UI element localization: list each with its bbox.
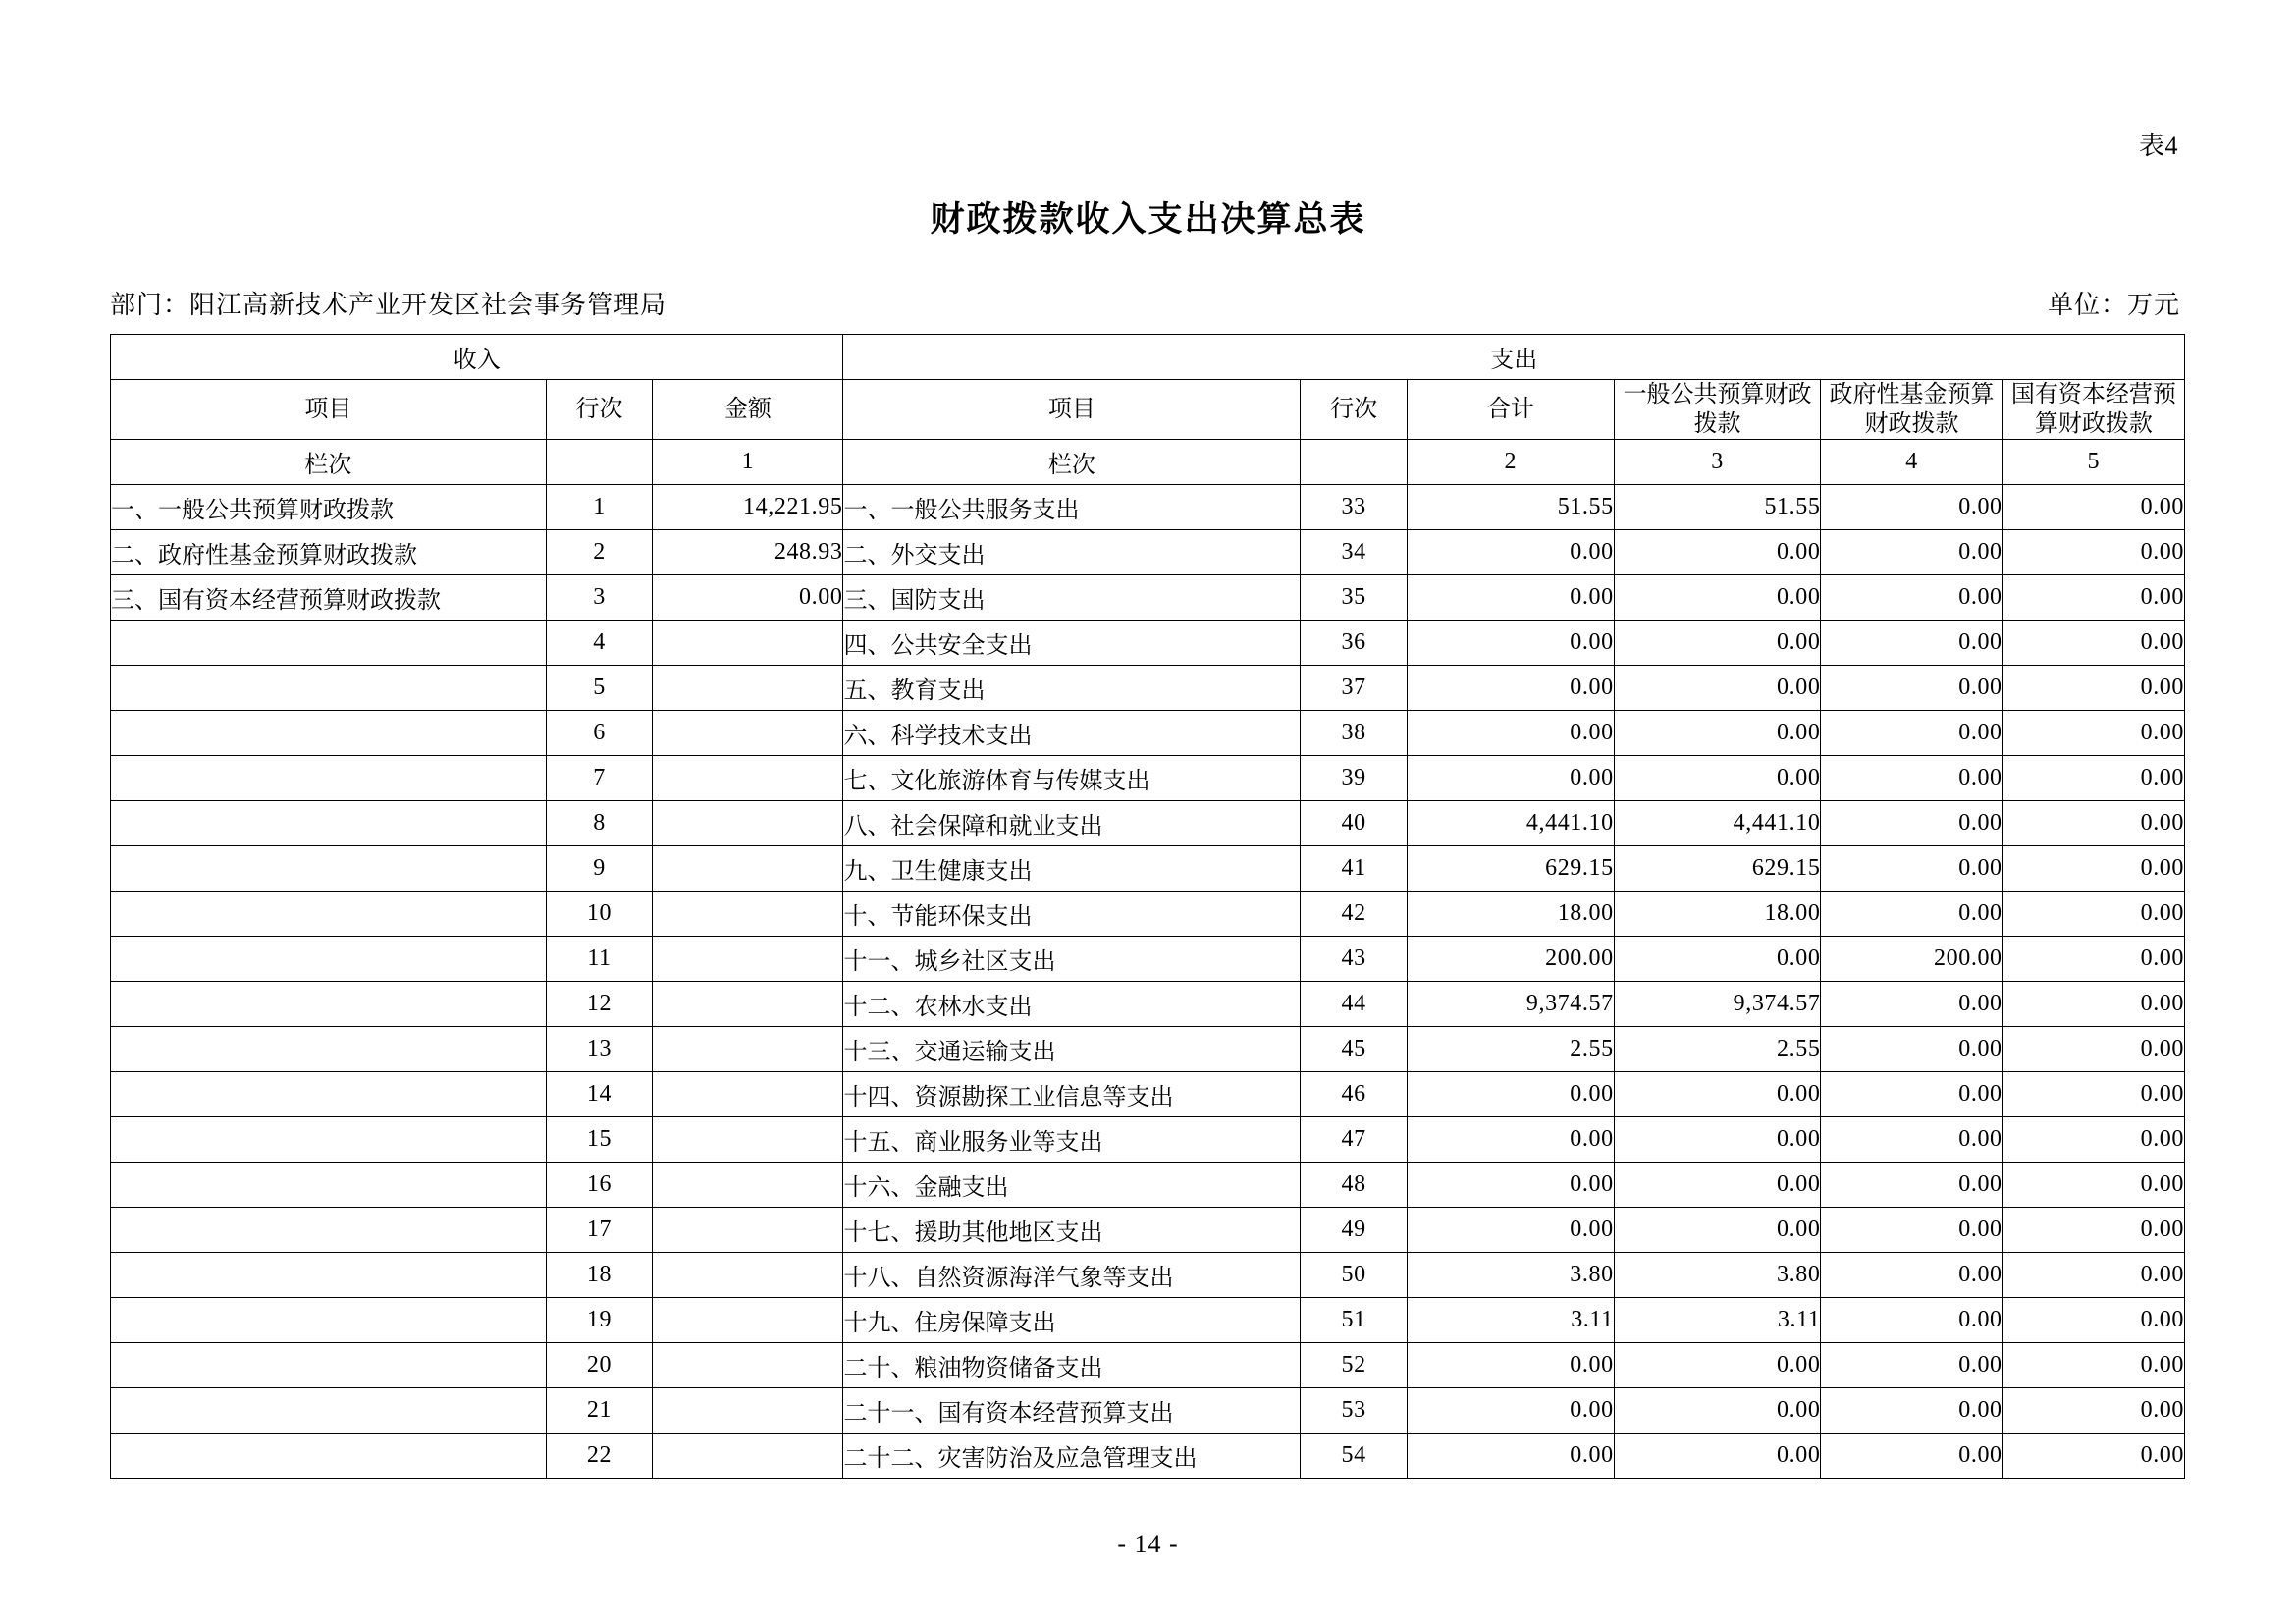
cell-expense-item: 五、教育支出 — [843, 666, 1301, 711]
cell-expense-item: 三、国防支出 — [843, 575, 1301, 621]
sheet-tag: 表4 — [2138, 132, 2178, 160]
cell-expense-row: 41 — [1301, 846, 1408, 892]
table-row — [111, 937, 2185, 982]
unit-label: 单位：万元 — [2047, 291, 2180, 319]
cell-income-item — [111, 937, 547, 982]
table-row — [111, 1208, 2185, 1253]
fiscal-appropriation-table — [110, 334, 2185, 1479]
cell-income-item — [111, 1072, 547, 1117]
cell-income-row: 2 — [546, 530, 653, 575]
column-index-blank-expense-row — [1301, 440, 1408, 485]
cell-income-row: 17 — [546, 1208, 653, 1253]
cell-income-amount — [653, 846, 843, 892]
table-row — [111, 801, 2185, 846]
cell-income-amount: 248.93 — [653, 530, 843, 575]
cell-expense-item: 十八、自然资源海洋气象等支出 — [843, 1253, 1301, 1298]
header-income-amount: 金额 — [653, 380, 843, 440]
cell-income-row: 18 — [546, 1253, 653, 1298]
cell-expense-row: 40 — [1301, 801, 1408, 846]
cell-state-capital: 0.00 — [2002, 530, 2184, 575]
cell-income-item — [111, 711, 547, 756]
cell-expense-total: 0.00 — [1407, 575, 1614, 621]
table-row — [111, 1163, 2185, 1208]
cell-general-public: 0.00 — [1614, 530, 1821, 575]
table-row — [111, 1027, 2185, 1072]
cell-expense-item: 十一、城乡社区支出 — [843, 937, 1301, 982]
cell-gov-fund: 0.00 — [1821, 485, 2002, 530]
cell-expense-total: 0.00 — [1407, 530, 1614, 575]
cell-income-amount — [653, 1208, 843, 1253]
cell-income-amount — [653, 1117, 843, 1163]
table-column-header-row — [111, 380, 2185, 440]
cell-state-capital: 0.00 — [2002, 1117, 2184, 1163]
cell-general-public: 0.00 — [1614, 666, 1821, 711]
header-general-public-budget: 一般公共预算财政拨款 — [1614, 380, 1821, 440]
cell-income-amount: 0.00 — [653, 575, 843, 621]
cell-expense-row: 53 — [1301, 1388, 1408, 1434]
cell-income-amount — [653, 937, 843, 982]
cell-income-item — [111, 892, 547, 937]
cell-income-item — [111, 1163, 547, 1208]
cell-expense-row: 49 — [1301, 1208, 1408, 1253]
cell-expense-total: 51.55 — [1407, 485, 1614, 530]
header-expense-item: 项目 — [843, 380, 1301, 440]
cell-expense-row: 42 — [1301, 892, 1408, 937]
cell-income-row: 21 — [546, 1388, 653, 1434]
table-row — [111, 1253, 2185, 1298]
cell-income-row: 8 — [546, 801, 653, 846]
cell-income-row: 3 — [546, 575, 653, 621]
page-number: - 14 - — [1117, 1530, 1179, 1558]
column-index-expense-total: 2 — [1407, 440, 1614, 485]
cell-gov-fund: 0.00 — [1821, 621, 2002, 666]
cell-expense-row: 43 — [1301, 937, 1408, 982]
cell-state-capital: 0.00 — [2002, 1253, 2184, 1298]
cell-state-capital: 0.00 — [2002, 711, 2184, 756]
cell-expense-total: 0.00 — [1407, 1117, 1614, 1163]
cell-expense-item: 四、公共安全支出 — [843, 621, 1301, 666]
column-index-general-public: 3 — [1614, 440, 1821, 485]
cell-expense-total: 3.11 — [1407, 1298, 1614, 1343]
table-row — [111, 1434, 2185, 1479]
column-index-state-capital: 5 — [2002, 440, 2184, 485]
cell-expense-row: 51 — [1301, 1298, 1408, 1343]
cell-income-amount — [653, 892, 843, 937]
cell-gov-fund: 0.00 — [1821, 892, 2002, 937]
cell-income-row: 13 — [546, 1027, 653, 1072]
header-income-row: 行次 — [546, 380, 653, 440]
cell-expense-total: 0.00 — [1407, 666, 1614, 711]
cell-expense-item: 二、外交支出 — [843, 530, 1301, 575]
cell-income-row: 16 — [546, 1163, 653, 1208]
cell-state-capital: 0.00 — [2002, 1072, 2184, 1117]
header-expense-row: 行次 — [1301, 380, 1408, 440]
cell-general-public: 4,441.10 — [1614, 801, 1821, 846]
cell-expense-row: 33 — [1301, 485, 1408, 530]
cell-income-row: 20 — [546, 1343, 653, 1388]
cell-general-public: 0.00 — [1614, 1117, 1821, 1163]
group-header-expense: 支出 — [843, 335, 2185, 380]
cell-expense-row: 35 — [1301, 575, 1408, 621]
cell-gov-fund: 0.00 — [1821, 1163, 2002, 1208]
cell-income-amount — [653, 666, 843, 711]
cell-income-amount — [653, 711, 843, 756]
cell-expense-item: 十二、农林水支出 — [843, 982, 1301, 1027]
table-row — [111, 1343, 2185, 1388]
cell-income-amount — [653, 1253, 843, 1298]
cell-gov-fund: 0.00 — [1821, 1343, 2002, 1388]
table-row — [111, 485, 2185, 530]
cell-general-public: 0.00 — [1614, 1434, 1821, 1479]
cell-income-item — [111, 1343, 547, 1388]
cell-income-amount — [653, 621, 843, 666]
cell-state-capital: 0.00 — [2002, 937, 2184, 982]
cell-state-capital: 0.00 — [2002, 1027, 2184, 1072]
cell-state-capital: 0.00 — [2002, 1434, 2184, 1479]
cell-income-item — [111, 1208, 547, 1253]
cell-state-capital: 0.00 — [2002, 485, 2184, 530]
cell-expense-total: 2.55 — [1407, 1027, 1614, 1072]
cell-gov-fund: 0.00 — [1821, 1253, 2002, 1298]
cell-gov-fund: 0.00 — [1821, 1208, 2002, 1253]
cell-income-item — [111, 1027, 547, 1072]
cell-gov-fund: 0.00 — [1821, 801, 2002, 846]
cell-gov-fund: 0.00 — [1821, 1298, 2002, 1343]
cell-general-public: 0.00 — [1614, 1163, 1821, 1208]
cell-income-row: 12 — [546, 982, 653, 1027]
cell-expense-total: 0.00 — [1407, 1388, 1614, 1434]
cell-income-item — [111, 1434, 547, 1479]
cell-gov-fund: 0.00 — [1821, 711, 2002, 756]
cell-income-row: 4 — [546, 621, 653, 666]
table-row — [111, 1117, 2185, 1163]
column-index-gov-fund: 4 — [1821, 440, 2002, 485]
cell-expense-row: 37 — [1301, 666, 1408, 711]
cell-expense-row: 54 — [1301, 1434, 1408, 1479]
cell-income-item — [111, 1117, 547, 1163]
header-income-item: 项目 — [111, 380, 547, 440]
cell-general-public: 0.00 — [1614, 1072, 1821, 1117]
cell-state-capital: 0.00 — [2002, 801, 2184, 846]
cell-income-item — [111, 1253, 547, 1298]
cell-state-capital: 0.00 — [2002, 1343, 2184, 1388]
cell-expense-row: 48 — [1301, 1163, 1408, 1208]
cell-expense-total: 3.80 — [1407, 1253, 1614, 1298]
cell-state-capital: 0.00 — [2002, 575, 2184, 621]
cell-expense-row: 46 — [1301, 1072, 1408, 1117]
cell-gov-fund: 0.00 — [1821, 530, 2002, 575]
column-index-blank-income-row — [546, 440, 653, 485]
table-row — [111, 1298, 2185, 1343]
cell-expense-total: 0.00 — [1407, 1434, 1614, 1479]
cell-general-public: 18.00 — [1614, 892, 1821, 937]
cell-gov-fund: 0.00 — [1821, 575, 2002, 621]
table-column-index-row — [111, 440, 2185, 485]
cell-income-row: 22 — [546, 1434, 653, 1479]
cell-general-public: 3.11 — [1614, 1298, 1821, 1343]
cell-expense-total: 0.00 — [1407, 1072, 1614, 1117]
cell-expense-item: 十六、金融支出 — [843, 1163, 1301, 1208]
cell-income-item — [111, 666, 547, 711]
cell-general-public: 9,374.57 — [1614, 982, 1821, 1027]
cell-gov-fund: 0.00 — [1821, 1072, 2002, 1117]
cell-expense-item: 六、科学技术支出 — [843, 711, 1301, 756]
header-expense-total: 合计 — [1407, 380, 1614, 440]
cell-expense-item: 二十二、灾害防治及应急管理支出 — [843, 1434, 1301, 1479]
cell-general-public: 51.55 — [1614, 485, 1821, 530]
cell-gov-fund: 0.00 — [1821, 1027, 2002, 1072]
table-row — [111, 756, 2185, 801]
cell-general-public: 629.15 — [1614, 846, 1821, 892]
table-row — [111, 530, 2185, 575]
cell-state-capital: 0.00 — [2002, 1298, 2184, 1343]
cell-expense-row: 38 — [1301, 711, 1408, 756]
cell-expense-item: 十三、交通运输支出 — [843, 1027, 1301, 1072]
cell-state-capital: 0.00 — [2002, 892, 2184, 937]
cell-gov-fund: 0.00 — [1821, 756, 2002, 801]
cell-expense-total: 0.00 — [1407, 756, 1614, 801]
cell-expense-total: 0.00 — [1407, 1163, 1614, 1208]
cell-gov-fund: 200.00 — [1821, 937, 2002, 982]
cell-income-item — [111, 801, 547, 846]
cell-general-public: 0.00 — [1614, 575, 1821, 621]
cell-expense-total: 9,374.57 — [1407, 982, 1614, 1027]
cell-income-amount — [653, 982, 843, 1027]
cell-expense-item: 十五、商业服务业等支出 — [843, 1117, 1301, 1163]
cell-state-capital: 0.00 — [2002, 982, 2184, 1027]
cell-expense-item: 十四、资源勘探工业信息等支出 — [843, 1072, 1301, 1117]
cell-income-amount — [653, 1298, 843, 1343]
cell-gov-fund: 0.00 — [1821, 1388, 2002, 1434]
cell-expense-row: 34 — [1301, 530, 1408, 575]
cell-expense-item: 十七、援助其他地区支出 — [843, 1208, 1301, 1253]
cell-income-row: 14 — [546, 1072, 653, 1117]
cell-general-public: 0.00 — [1614, 937, 1821, 982]
cell-gov-fund: 0.00 — [1821, 1434, 2002, 1479]
cell-expense-total: 0.00 — [1407, 711, 1614, 756]
header-government-fund-budget: 政府性基金预算财政拨款 — [1821, 380, 2002, 440]
department-label: 部门：阳江高新技术产业开发区社会事务管理局 — [110, 291, 667, 319]
cell-state-capital: 0.00 — [2002, 666, 2184, 711]
cell-income-item — [111, 756, 547, 801]
cell-income-amount — [653, 801, 843, 846]
table-row — [111, 846, 2185, 892]
header-state-capital-budget: 国有资本经营预算财政拨款 — [2002, 380, 2184, 440]
cell-income-amount — [653, 1343, 843, 1388]
cell-state-capital: 0.00 — [2002, 1208, 2184, 1253]
cell-expense-row: 45 — [1301, 1027, 1408, 1072]
cell-income-row: 7 — [546, 756, 653, 801]
cell-state-capital: 0.00 — [2002, 1163, 2184, 1208]
cell-income-item — [111, 621, 547, 666]
cell-income-amount — [653, 1163, 843, 1208]
table-row — [111, 892, 2185, 937]
cell-expense-item: 二十、粮油物资储备支出 — [843, 1343, 1301, 1388]
cell-income-item — [111, 1298, 547, 1343]
cell-income-row: 10 — [546, 892, 653, 937]
cell-gov-fund: 0.00 — [1821, 666, 2002, 711]
cell-general-public: 2.55 — [1614, 1027, 1821, 1072]
cell-income-amount — [653, 756, 843, 801]
cell-income-item — [111, 846, 547, 892]
cell-expense-total: 0.00 — [1407, 621, 1614, 666]
cell-expense-total: 0.00 — [1407, 1208, 1614, 1253]
cell-state-capital: 0.00 — [2002, 846, 2184, 892]
table-row — [111, 982, 2185, 1027]
cell-gov-fund: 0.00 — [1821, 846, 2002, 892]
cell-income-row: 6 — [546, 711, 653, 756]
group-header-income: 收入 — [111, 335, 843, 380]
cell-income-row: 5 — [546, 666, 653, 711]
cell-income-row: 11 — [546, 937, 653, 982]
cell-expense-total: 18.00 — [1407, 892, 1614, 937]
cell-gov-fund: 0.00 — [1821, 1117, 2002, 1163]
cell-income-item — [111, 1388, 547, 1434]
cell-general-public: 0.00 — [1614, 1388, 1821, 1434]
cell-general-public: 0.00 — [1614, 621, 1821, 666]
cell-income-row: 19 — [546, 1298, 653, 1343]
cell-income-row: 15 — [546, 1117, 653, 1163]
table-row — [111, 1388, 2185, 1434]
cell-expense-item: 二十一、国有资本经营预算支出 — [843, 1388, 1301, 1434]
table-row — [111, 575, 2185, 621]
table-row — [111, 1072, 2185, 1117]
cell-expense-row: 52 — [1301, 1343, 1408, 1388]
cell-general-public: 0.00 — [1614, 1343, 1821, 1388]
cell-state-capital: 0.00 — [2002, 756, 2184, 801]
table-group-header-row — [111, 335, 2185, 380]
cell-income-row: 9 — [546, 846, 653, 892]
cell-expense-total: 4,441.10 — [1407, 801, 1614, 846]
column-index-label-expense: 栏次 — [843, 440, 1301, 485]
cell-expense-item: 一、一般公共服务支出 — [843, 485, 1301, 530]
cell-income-amount — [653, 1434, 843, 1479]
table-row — [111, 666, 2185, 711]
cell-expense-item: 十九、住房保障支出 — [843, 1298, 1301, 1343]
cell-general-public: 0.00 — [1614, 1208, 1821, 1253]
cell-expense-row: 39 — [1301, 756, 1408, 801]
column-index-income-amount: 1 — [653, 440, 843, 485]
table-row — [111, 711, 2185, 756]
cell-expense-row: 44 — [1301, 982, 1408, 1027]
cell-income-item: 三、国有资本经营预算财政拨款 — [111, 575, 547, 621]
cell-state-capital: 0.00 — [2002, 621, 2184, 666]
cell-state-capital: 0.00 — [2002, 1388, 2184, 1434]
cell-income-item: 二、政府性基金预算财政拨款 — [111, 530, 547, 575]
cell-income-item: 一、一般公共预算财政拨款 — [111, 485, 547, 530]
cell-income-amount — [653, 1388, 843, 1434]
cell-expense-total: 629.15 — [1407, 846, 1614, 892]
cell-expense-row: 47 — [1301, 1117, 1408, 1163]
cell-expense-row: 50 — [1301, 1253, 1408, 1298]
cell-general-public: 0.00 — [1614, 711, 1821, 756]
page-title: 财政拨款收入支出决算总表 — [930, 200, 1366, 239]
table-row — [111, 621, 2185, 666]
cell-expense-total: 0.00 — [1407, 1343, 1614, 1388]
cell-general-public: 3.80 — [1614, 1253, 1821, 1298]
cell-gov-fund: 0.00 — [1821, 982, 2002, 1027]
cell-expense-item: 九、卫生健康支出 — [843, 846, 1301, 892]
cell-income-amount — [653, 1072, 843, 1117]
cell-expense-total: 200.00 — [1407, 937, 1614, 982]
cell-expense-item: 十、节能环保支出 — [843, 892, 1301, 937]
cell-general-public: 0.00 — [1614, 756, 1821, 801]
cell-expense-item: 八、社会保障和就业支出 — [843, 801, 1301, 846]
cell-expense-row: 36 — [1301, 621, 1408, 666]
cell-income-item — [111, 982, 547, 1027]
cell-income-amount — [653, 1027, 843, 1072]
cell-income-row: 1 — [546, 485, 653, 530]
cell-income-amount: 14,221.95 — [653, 485, 843, 530]
column-index-label-income: 栏次 — [111, 440, 547, 485]
cell-expense-item: 七、文化旅游体育与传媒支出 — [843, 756, 1301, 801]
